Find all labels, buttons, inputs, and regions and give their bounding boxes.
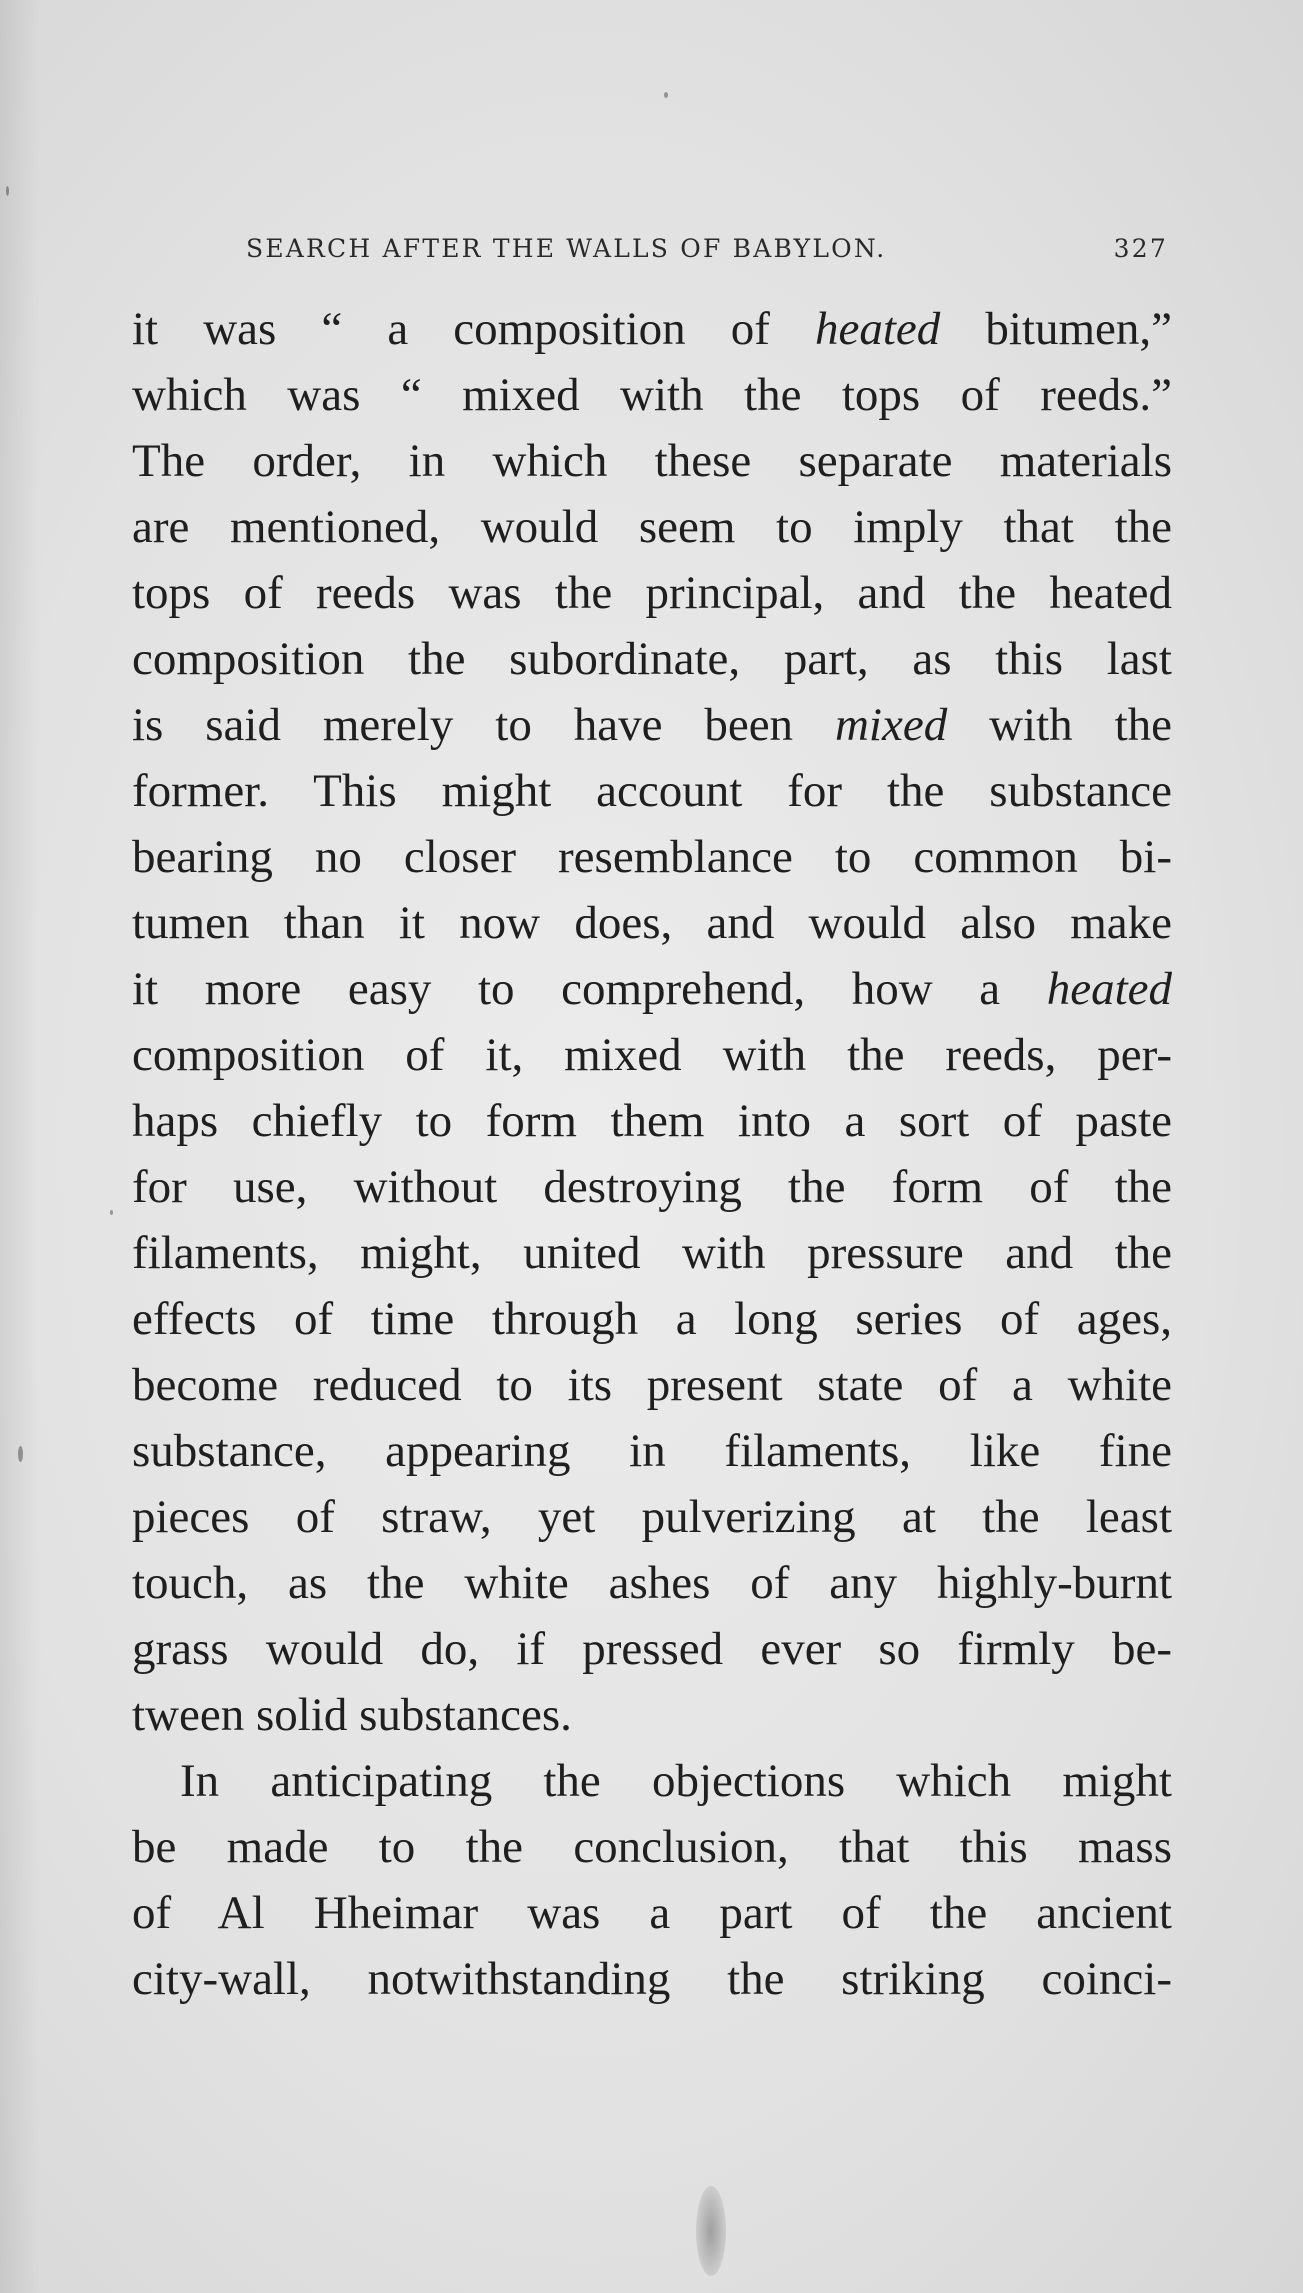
- text-line: [132, 560, 1172, 626]
- speck-mark: [110, 1210, 113, 1215]
- text-line: [132, 362, 1172, 428]
- text-segment: effects of time through a long series of ages,: [132, 1293, 1172, 1345]
- text-line: [132, 758, 1172, 824]
- speck-mark: [18, 1446, 23, 1462]
- text-line: [132, 296, 1172, 362]
- body-text: [132, 296, 1172, 2012]
- text-line: [132, 692, 1172, 758]
- text-line: [132, 1352, 1172, 1418]
- text-segment: tween solid substances.: [132, 1689, 572, 1741]
- text-line: [132, 1814, 1172, 1880]
- text-segment: are mentioned, would seem to imply that the: [132, 501, 1172, 553]
- text-segment: The order, in which these separate materials: [132, 435, 1172, 487]
- text-segment: In anticipating the objections which might: [180, 1755, 1172, 1807]
- text-line: [132, 1154, 1172, 1220]
- italic-word: heated: [814, 303, 941, 355]
- text-segment: bitumen,”: [940, 303, 1172, 355]
- text-segment: it was “ a composition of: [132, 303, 815, 355]
- speck-mark: [664, 92, 668, 98]
- text-line: [132, 1880, 1172, 1946]
- text-segment: it more easy to comprehend, how a: [132, 963, 1047, 1015]
- text-line: [132, 824, 1172, 890]
- text-line: [132, 1022, 1172, 1088]
- text-line: [132, 494, 1172, 560]
- text-line: [132, 956, 1172, 1022]
- text-segment: for use, without destroying the form of the: [132, 1161, 1172, 1213]
- text-segment: tumen than it now does, and would also make: [132, 897, 1172, 949]
- text-segment: which was “ mixed with the tops of reeds.”: [132, 369, 1172, 421]
- text-segment: bearing no closer resemblance to common bi-: [132, 831, 1172, 883]
- text-segment: grass would do, if pressed ever so firmly be-: [132, 1623, 1172, 1675]
- text-segment: tops of reeds was the principal, and the heated: [132, 567, 1172, 619]
- text-segment: be made to the conclusion, that this mass: [132, 1821, 1172, 1873]
- page-edge-shadow: [0, 0, 40, 2293]
- text-segment: is said merely to have been: [132, 699, 835, 751]
- text-line: [132, 1418, 1172, 1484]
- text-segment: of Al Hheimar was a part of the ancient: [132, 1887, 1172, 1939]
- text-segment: former. This might account for the substance: [132, 765, 1172, 817]
- text-line: [132, 1286, 1172, 1352]
- text-segment: composition the subordinate, part, as this last: [132, 633, 1172, 685]
- text-segment: composition of it, mixed with the reeds, per-: [132, 1029, 1172, 1081]
- text-line: [132, 428, 1172, 494]
- text-segment: pieces of straw, yet pulverizing at the least: [132, 1491, 1172, 1543]
- text-line: [132, 1616, 1172, 1682]
- speck-mark: [6, 186, 9, 196]
- text-line: [132, 890, 1172, 956]
- text-line: [132, 1748, 1172, 1814]
- text-line: [132, 1550, 1172, 1616]
- italic-word: heated: [1046, 963, 1172, 1015]
- text-segment: substance, appearing in filaments, like fine: [132, 1425, 1172, 1477]
- text-segment: touch, as the white ashes of any highly-burnt: [132, 1557, 1172, 1609]
- italic-word: mixed: [834, 699, 948, 751]
- text-line: [132, 1220, 1172, 1286]
- page-number: 327: [1113, 234, 1168, 263]
- text-line: [132, 626, 1172, 692]
- text-line: [132, 1088, 1172, 1154]
- running-head: [246, 234, 1168, 274]
- text-line: [132, 1682, 1172, 1748]
- text-segment: haps chiefly to form them into a sort of paste: [132, 1095, 1172, 1147]
- ink-smudge: [696, 2186, 726, 2276]
- text-segment: become reduced to its present state of a white: [132, 1359, 1172, 1411]
- text-segment: with the: [947, 699, 1172, 751]
- running-head-title: SEARCH AFTER THE WALLS OF BABYLON.: [246, 234, 887, 263]
- text-line: [132, 1484, 1172, 1550]
- text-segment: city-wall, notwithstanding the striking coinci-: [132, 1953, 1172, 2005]
- text-segment: filaments, might, united with pressure and the: [132, 1227, 1172, 1279]
- text-line: [132, 1946, 1172, 2012]
